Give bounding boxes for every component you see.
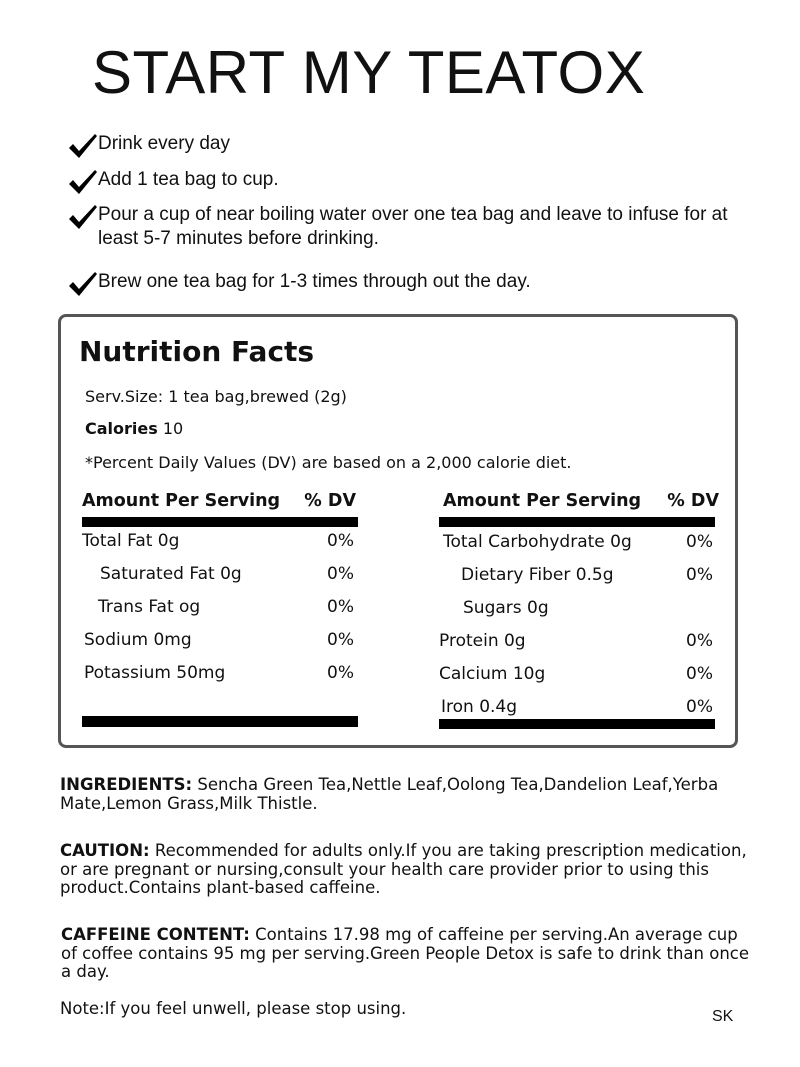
ingredients-section	[60, 776, 760, 813]
caffeine-text: Contains 17.98 mg of caffeine per serving.An average cup of coffee contains 95 mg per serving.Green People Detox is safe to drink than once a day.	[61, 925, 750, 981]
nutrient-name: Dietary Fiber 0.5g	[461, 565, 614, 585]
nutrient-row	[439, 532, 715, 554]
nutrient-dv: 0%	[686, 532, 713, 552]
nutrient-row	[82, 663, 358, 685]
nutrient-dv: 0%	[327, 663, 354, 683]
nutrient-row	[439, 697, 715, 719]
calories-line	[85, 419, 183, 438]
nutrition-title: Nutrition Facts	[79, 335, 315, 368]
nutrient-row	[82, 531, 358, 553]
serving-size: Serv.Size: 1 tea bag,brewed (2g)	[85, 387, 347, 406]
instruction-text: Pour a cup of near boiling water over one tea bag and leave to infuse for at least 5-7 minutes before drinking.	[98, 204, 728, 249]
checkmark-icon	[68, 133, 98, 159]
nutrient-row	[82, 630, 358, 652]
instruction-text: Brew one tea bag for 1-3 times through out the day.	[98, 271, 531, 292]
caution-label: CAUTION:	[60, 841, 150, 860]
nutrient-dv: 0%	[686, 565, 713, 585]
nutrient-dv: 0%	[327, 531, 354, 551]
calories-label: Calories	[85, 419, 158, 438]
nutrient-dv: 0%	[686, 664, 713, 684]
dv-note: *Percent Daily Values (DV) are based on a 2,000 calorie diet.	[85, 453, 572, 472]
nutrient-row	[82, 564, 358, 586]
nutrient-row	[439, 631, 715, 653]
caution-text: Recommended for adults only.If you are taking prescription medication, or are pregnant or nursing,consult your health care provider prior to using this product.Contains plant-based caffeine.	[60, 841, 747, 897]
checkmark-icon	[68, 271, 98, 297]
nutrient-name: Trans Fat og	[98, 597, 201, 617]
amount-per-serving-label: Amount Per Serving	[82, 491, 281, 511]
nutrient-row	[439, 664, 715, 686]
nutrient-name: Calcium 10g	[439, 664, 546, 684]
nutrient-dv: 0%	[327, 630, 354, 650]
nutrient-name: Protein 0g	[439, 631, 526, 651]
nutrient-row	[439, 565, 715, 587]
nutrient-dv: 0%	[327, 564, 354, 584]
caffeine-label: CAFFEINE CONTENT:	[61, 925, 250, 944]
nutrient-name: Iron 0.4g	[441, 697, 518, 717]
amount-per-serving-label: Amount Per Serving	[443, 491, 642, 511]
instruction-text: Drink every day	[98, 133, 230, 154]
nutrient-name: Sodium 0mg	[84, 630, 192, 650]
caffeine-section	[61, 926, 756, 982]
caution-section	[60, 842, 760, 898]
checkmark-icon	[68, 204, 98, 230]
footer-code: SK	[712, 1008, 734, 1025]
nutrient-column-right	[439, 491, 717, 731]
nutrient-name: Sugars 0g	[463, 598, 549, 618]
nutrient-name: Saturated Fat 0g	[100, 564, 242, 584]
checkmark-icon	[68, 169, 98, 195]
page-title: START MY TEATOX	[92, 39, 646, 106]
thick-divider	[439, 719, 715, 729]
nutrient-dv: 0%	[327, 597, 354, 617]
instruction-item	[68, 203, 738, 251]
dv-header: % DV	[304, 491, 356, 511]
thick-divider	[82, 517, 358, 527]
nutrient-dv: 0%	[686, 697, 713, 717]
nutrient-name: Total Carbohydrate 0g	[443, 532, 632, 552]
nutrition-facts-panel	[58, 314, 738, 748]
calories-value: 10	[162, 419, 184, 438]
nutrient-dv: 0%	[686, 631, 713, 651]
ingredients-text: Sencha Green Tea,Nettle Leaf,Oolong Tea,Dandelion Leaf,Yerba Mate,Lemon Grass,Milk Thistle.	[60, 775, 719, 813]
nutrient-column-left	[82, 491, 358, 731]
nutrient-name: Potassium 50mg	[84, 663, 226, 683]
dv-header: % DV	[667, 491, 719, 511]
instruction-item	[68, 168, 738, 195]
instruction-text: Add 1 tea bag to cup.	[98, 169, 279, 190]
thick-divider	[439, 517, 715, 527]
nutrient-name: Total Fat 0g	[82, 531, 180, 551]
note-text: Note:If you feel unwell, please stop using.	[60, 999, 407, 1018]
thick-divider	[82, 716, 358, 727]
nutrient-row	[82, 597, 358, 619]
instruction-item	[68, 132, 738, 159]
nutrient-row	[439, 598, 715, 620]
instruction-item	[68, 270, 738, 297]
ingredients-label: INGREDIENTS:	[60, 775, 193, 794]
